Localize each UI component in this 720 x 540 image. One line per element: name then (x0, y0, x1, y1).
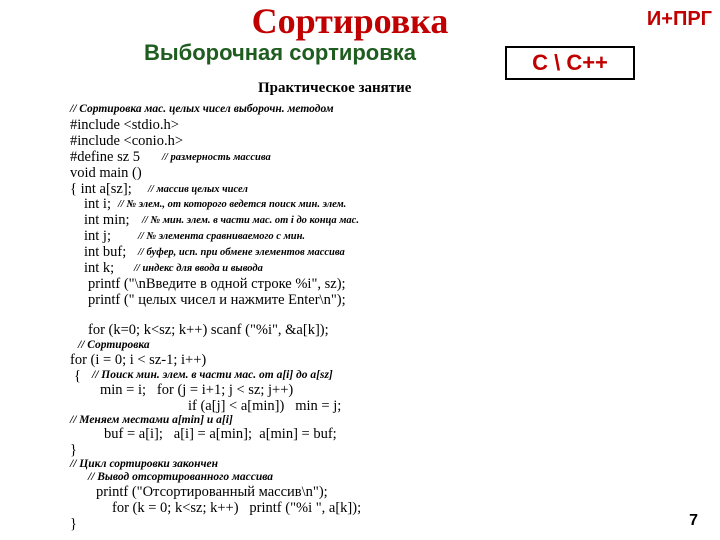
code-line: printf ("Отсортированный массив\n"); (96, 484, 328, 500)
code-line: { int a[sz]; (70, 181, 132, 197)
code-line: { (74, 368, 81, 384)
code-comment: // № мин. элем. в части мас. от i до конца мас. (142, 215, 359, 226)
course-tag: И+ПРГ (646, 8, 712, 30)
code-line: } (70, 442, 77, 458)
code-line: int i; (84, 196, 111, 212)
code-comment: // Цикл сортировки закончен (70, 458, 218, 470)
code-comment: // размерность массива (162, 152, 271, 163)
slide-title: Сортировка (251, 1, 449, 41)
code-comment: // Сортировка (78, 339, 150, 351)
code-comment: // Поиск мин. элем. в части мас. от a[i] до a[sz] (92, 369, 333, 381)
code-comment: // Меняем местами a[min] и a[i] (70, 414, 233, 426)
language-box: C \ C++ (505, 46, 635, 80)
page-number: 7 (689, 512, 698, 529)
code-line: for (k=0; k<sz; k++) scanf ("%i", &a[k]); (88, 322, 329, 338)
code-line: printf (" целых чисел и нажмите Enter\n"); (88, 292, 346, 308)
code-line: int j; (84, 228, 111, 244)
code-line: int buf; (84, 244, 127, 260)
code-line: #include <conio.h> (70, 133, 183, 149)
code-line: int k; (84, 260, 115, 276)
code-line: } (70, 516, 77, 532)
code-line: #include <stdio.h> (70, 117, 179, 133)
code-line: for (k = 0; k<sz; k++) printf ("%i ", a[k]); (112, 500, 362, 516)
code-line: printf ("\nВведите в одной строке %i", sz); (88, 276, 346, 292)
code-comment: // индекс для ввода и вывода (134, 263, 263, 274)
code-line: #define sz 5 (70, 149, 141, 165)
code-comment: // массив целых чисел (148, 184, 248, 195)
code-line: for (i = 0; i < sz-1; i++) (70, 352, 207, 368)
code-comment: // Сортировка мас. целых чисел выборочн. методом (70, 103, 334, 115)
code-comment: // № элемента сравниваемого с мин. (138, 231, 306, 242)
code-comment: // буфер, исп. при обмене элементов массива (138, 247, 345, 258)
code-comment: // № элем., от которого ведется поиск мин. элем. (118, 199, 347, 210)
code-line: buf = a[i]; a[i] = a[min]; a[min] = buf; (104, 426, 337, 442)
lesson-label: Практическое занятие (258, 80, 412, 96)
slide-subtitle: Выборочная сортировка (143, 40, 417, 65)
code-line: min = i; for (j = i+1; j < sz; j++) (100, 382, 294, 398)
code-comment: // Вывод отсортированного массива (88, 471, 274, 483)
code-line: void main () (70, 165, 142, 181)
code-line: if (a[j] < a[min]) min = j; (188, 398, 342, 414)
code-line: int min; (84, 212, 130, 228)
